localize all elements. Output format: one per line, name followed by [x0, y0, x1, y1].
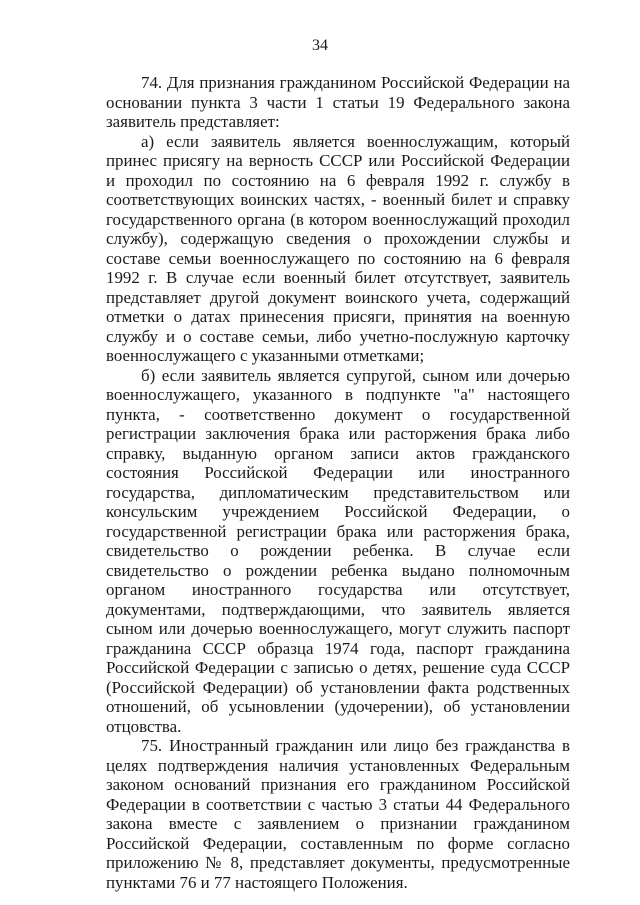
page-number: 34: [312, 37, 328, 54]
document-body: [106, 73, 570, 892]
paragraph-74-a: а) если заявитель является военнослужащим, который принес присягу на верность СССР или Российской Федерации и проходил по состоянию на 6 февраля 1992 г. службу в соответствующих воинских частях, - военный билет и справку государственного органа (в котором военнослужащий проходил службу), содержащую сведения о прохождении службы и составе семьи военнослужащего по состоянию на 6 февраля 1992 г. В случае если военный билет отсутствует, заявитель представляет другой документ воинского учета, содержащий отметки о датах принесения присяги, принятия на военную службу и о составе семьи, либо учетно-послужную карточку военнослужащего с указанными отметками;: [106, 131, 570, 365]
paragraph-75: 75. Иностранный гражданин или лицо без гражданства в целях подтверждения наличия установленных Федеральным законом оснований признания его гражданином Российской Федерации в соответствии с частью 3 статьи 44 Федерального закона вместе с заявлением о признании гражданином Российской Федерации, составленным по форме согласно приложению № 8, представляет документы, предусмотренные пунктами 76 и 77 настоящего Положения.: [106, 736, 570, 892]
paragraph-74-b: б) если заявитель является супругой, сыном или дочерью военнослужащего, указанного в подпункте "а" настоящего пункта, - соответственно документ о государственной регистрации заключения брака или расторжения брака либо справку, выданную органом записи актов гражданского состояния Российской Федерации или иностранного государства, дипломатическим представительством или консульским учреждением Российской Федерации, о государственной регистрации брака или расторжения брака, свидетельство о рождении ребенка. В случае если свидетельство о рождении ребенка выдано полномочным органом иностранного государства или отсутствует, документами, подтверждающими, что заявитель является сыном или дочерью военнослужащего, могут служить паспорт гражданина СССР образца 1974 года, паспорт гражданина Российской Федерации с записью о детях, решение суда СССР (Российской Федерации) об установлении факта родственных отношений, об усыновлении (удочерении), об установлении отцовства.: [106, 365, 570, 736]
paragraph-74-intro: 74. Для признания гражданином Российской Федерации на основании пункта 3 части 1 статьи 19 Федерального закона заявитель представляет:: [106, 73, 570, 131]
